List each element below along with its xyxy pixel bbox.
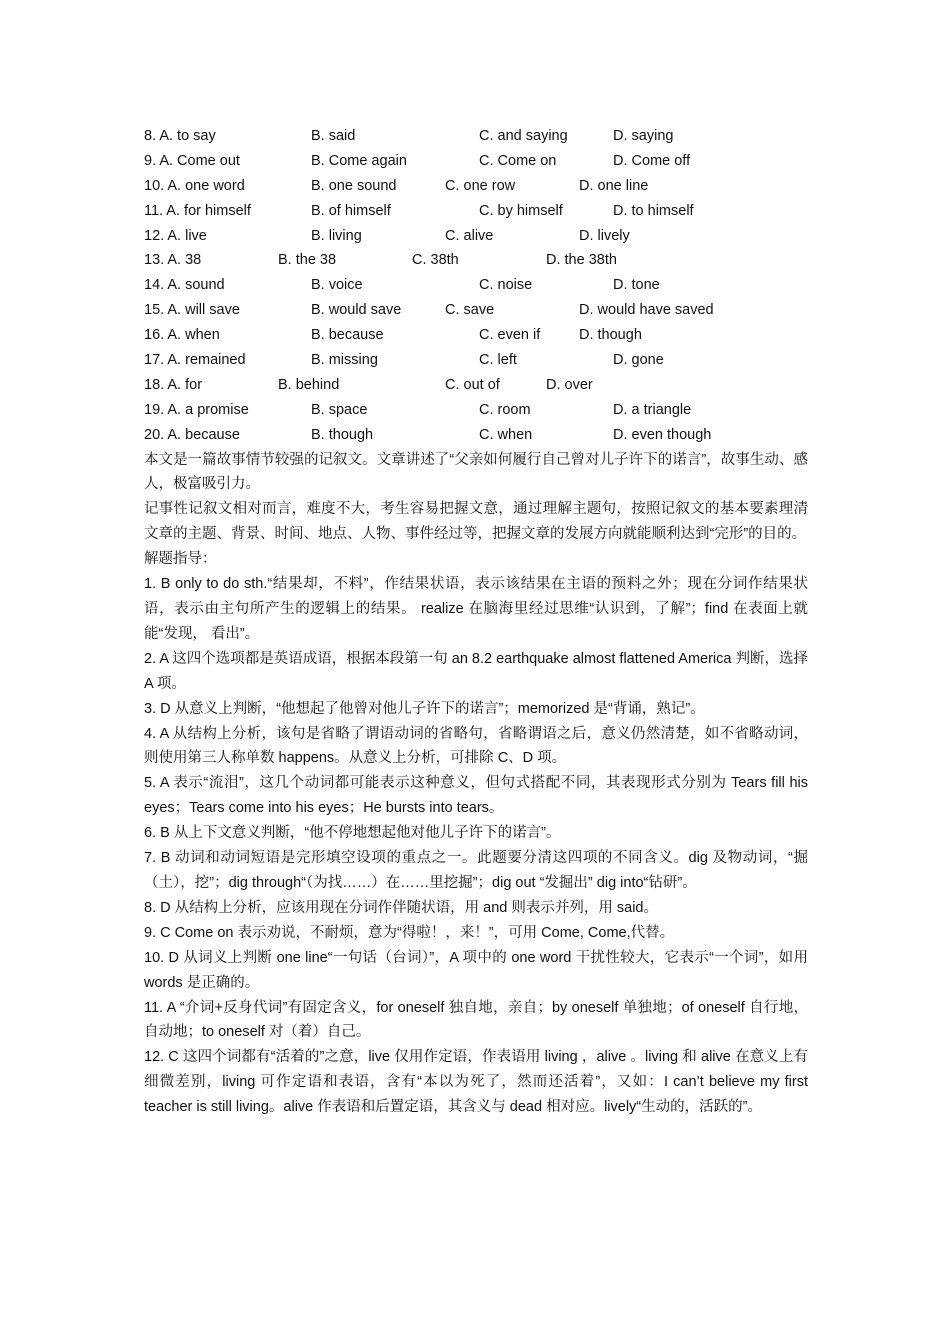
option-row — [144, 398, 808, 423]
option-row — [144, 124, 808, 149]
explanation-paragraph: 6. B 从上下文意义判断，“他不停地想起他对他儿子许下的诺言”。 — [144, 825, 561, 842]
option-choice: C. room — [479, 401, 531, 418]
option-choice: 19. A. a promise — [144, 401, 249, 418]
explanation-paragraph: 解题指导： — [144, 551, 217, 568]
option-row — [144, 323, 808, 348]
option-choice: B. Come again — [311, 152, 407, 169]
explanation-paragraph: 1. B only to do sth.“结果却，不料”，作结果状语，表示该结果在主语的预料之外；现在分词作结果状语，表示由主句所产生的逻辑上的结果。 realize 在脑海里经过思维“认识到，了解”；find 在表面上就能“发现， 看出”。 — [144, 576, 808, 642]
option-choice: C. and saying — [479, 128, 568, 144]
option-choice: C. save — [445, 302, 495, 319]
option-choice: 10. A. one word — [144, 177, 245, 194]
option-row — [144, 174, 808, 199]
option-choice: 9. A. Come out — [144, 152, 240, 169]
option-choice: C. out of — [445, 376, 500, 393]
option-choice: D. tone — [613, 277, 660, 294]
option-choice: B. would save — [311, 302, 402, 319]
option-choice: D. one line — [579, 177, 649, 194]
option-choice: D. saying — [613, 128, 674, 144]
explanation-paragraph: 5. A 表示“流泪”，这几个动词都可能表示这种意义，但句式搭配不同，其表现形式分别为 Tears fill his eyes；Tears come into his eyes；He bursts into tears。 — [144, 775, 808, 817]
explanation-paragraph: 10. D 从词义上判断 one line“一句话（台词）”，A 项中的 one word 干扰性较大，它表示“一个词”，如用 words 是正确的。 — [144, 949, 808, 991]
option-choice: 20. A. because — [144, 426, 240, 443]
option-row — [144, 149, 808, 174]
option-choice: D. though — [579, 327, 642, 344]
option-choice: C. when — [479, 426, 533, 443]
option-row — [144, 199, 808, 224]
option-choice: D. even though — [613, 426, 712, 443]
option-choice: B. because — [311, 327, 384, 344]
explanation-paragraph: 12. C 这四个词都有“活着的”之意，live 仅用作定语，作表语用 living ，alive 。living 和 alive 在意义上有细微差别，living 可作定语和表语，含有“本以为死了，然而还活着”，又如：I can’t believe my first teacher is still living。alive 作表语和后置定语，其含义与 dead 相对应。lively“生动的，活跃的”。 — [144, 1049, 808, 1116]
option-row — [144, 423, 808, 448]
explanation-paragraph: 4. A 从结构上分析，该句是省略了谓语动词的省略句，省略谓语之后，意义仍然清楚，如不省略动词，则使用第三人称单数 happens。从意义上分析，可排除 C、D 项。 — [144, 725, 808, 767]
option-row — [144, 273, 808, 298]
option-choice: 16. A. when — [144, 327, 220, 344]
option-choice: B. the 38 — [278, 252, 337, 269]
option-choice: B. behind — [278, 376, 340, 393]
option-row — [144, 248, 808, 273]
option-choice: B. space — [311, 401, 368, 418]
option-choice: B. of himself — [311, 202, 391, 219]
option-choice: C. alive — [445, 227, 494, 244]
option-choice: D. over — [546, 376, 593, 393]
option-choice: 11. A. for himself — [144, 202, 251, 219]
explanation-paragraph: 3. D 从意义上判断，“他想起了他曾对他儿子许下的诺言”；memorized 是“背诵，熟记”。 — [144, 700, 705, 717]
option-choice: D. a triangle — [613, 401, 692, 418]
option-choice: B. living — [311, 227, 362, 244]
option-choice: D. gone — [613, 352, 664, 369]
option-choice: C. left — [479, 352, 517, 369]
explanation-section — [144, 448, 808, 1120]
explanation-paragraph: 8. D 从结构上分析，应该用现在分词作伴随状语，用 and 则表示并列，用 said。 — [144, 899, 658, 916]
option-choice: D. the 38th — [546, 252, 617, 269]
option-choice: B. said — [311, 128, 356, 144]
option-choice: C. Come on — [479, 152, 557, 169]
option-choice: C. by himself — [479, 202, 563, 219]
explanation-paragraph: 7. B 动词和动词短语是完形填空设项的重点之一。此题要分清这四项的不同含义。dig 及物动词，“掘（土），挖”；dig through“（为找……）在……里挖掘”；dig out “发掘出” dig into“钻研”。 — [144, 850, 808, 891]
explanation-paragraph: 11. A “介词+反身代词”有固定含义，for oneself 独自地，亲自；by oneself 单独地；of oneself 自行地，自动地；to oneself 对（着）自己。 — [144, 999, 808, 1041]
option-choice: C. noise — [479, 277, 533, 294]
answer-options-list — [144, 124, 808, 448]
document-page — [144, 124, 808, 1120]
option-choice: 13. A. 38 — [144, 252, 202, 269]
option-row — [144, 348, 808, 373]
explanation-paragraph: 本文是一篇故事情节较强的记叙文。文章讲述了“父亲如何履行自己曾对儿子许下的诺言”，故事生动、感人，极富吸引力。 — [144, 451, 808, 493]
option-choice: 8. A. to say — [144, 128, 216, 144]
option-choice: C. even if — [479, 327, 541, 344]
option-choice: C. one row — [445, 177, 516, 194]
option-row — [144, 373, 808, 398]
option-choice: 15. A. will save — [144, 302, 240, 319]
option-choice: D. would have saved — [579, 302, 714, 319]
option-choice: B. though — [311, 426, 374, 443]
option-choice: 14. A. sound — [144, 277, 225, 294]
explanation-paragraph: 2. A 这四个选项都是英语成语，根据本段第一句 an 8.2 earthquake almost flattened America 判断，选择 A 项。 — [144, 650, 808, 692]
option-choice: D. Come off — [613, 152, 691, 169]
option-row — [144, 224, 808, 249]
option-choice: D. lively — [579, 227, 630, 244]
explanation-paragraph: 9. C Come on 表示劝说，不耐烦，意为“得啦！，来！”，可用 Come, Come,代替。 — [144, 924, 675, 941]
option-choice: 17. A. remained — [144, 352, 246, 369]
option-row — [144, 298, 808, 323]
option-choice: 18. A. for — [144, 376, 203, 393]
option-choice: C. 38th — [412, 252, 459, 269]
option-choice: B. one sound — [311, 177, 397, 194]
option-choice: B. missing — [311, 352, 378, 369]
option-choice: B. voice — [311, 277, 363, 294]
explanation-paragraph: 记事性记叙文相对而言，难度不大，考生容易把握文意，通过理解主题句，按照记叙文的基本要素理清文章的主题、背景、时间、地点、人物、事件经过等，把握文章的发展方向就能顺利达到“完形”的目的。 — [144, 501, 808, 543]
option-choice: 12. A. live — [144, 227, 207, 244]
option-choice: D. to himself — [613, 202, 694, 219]
